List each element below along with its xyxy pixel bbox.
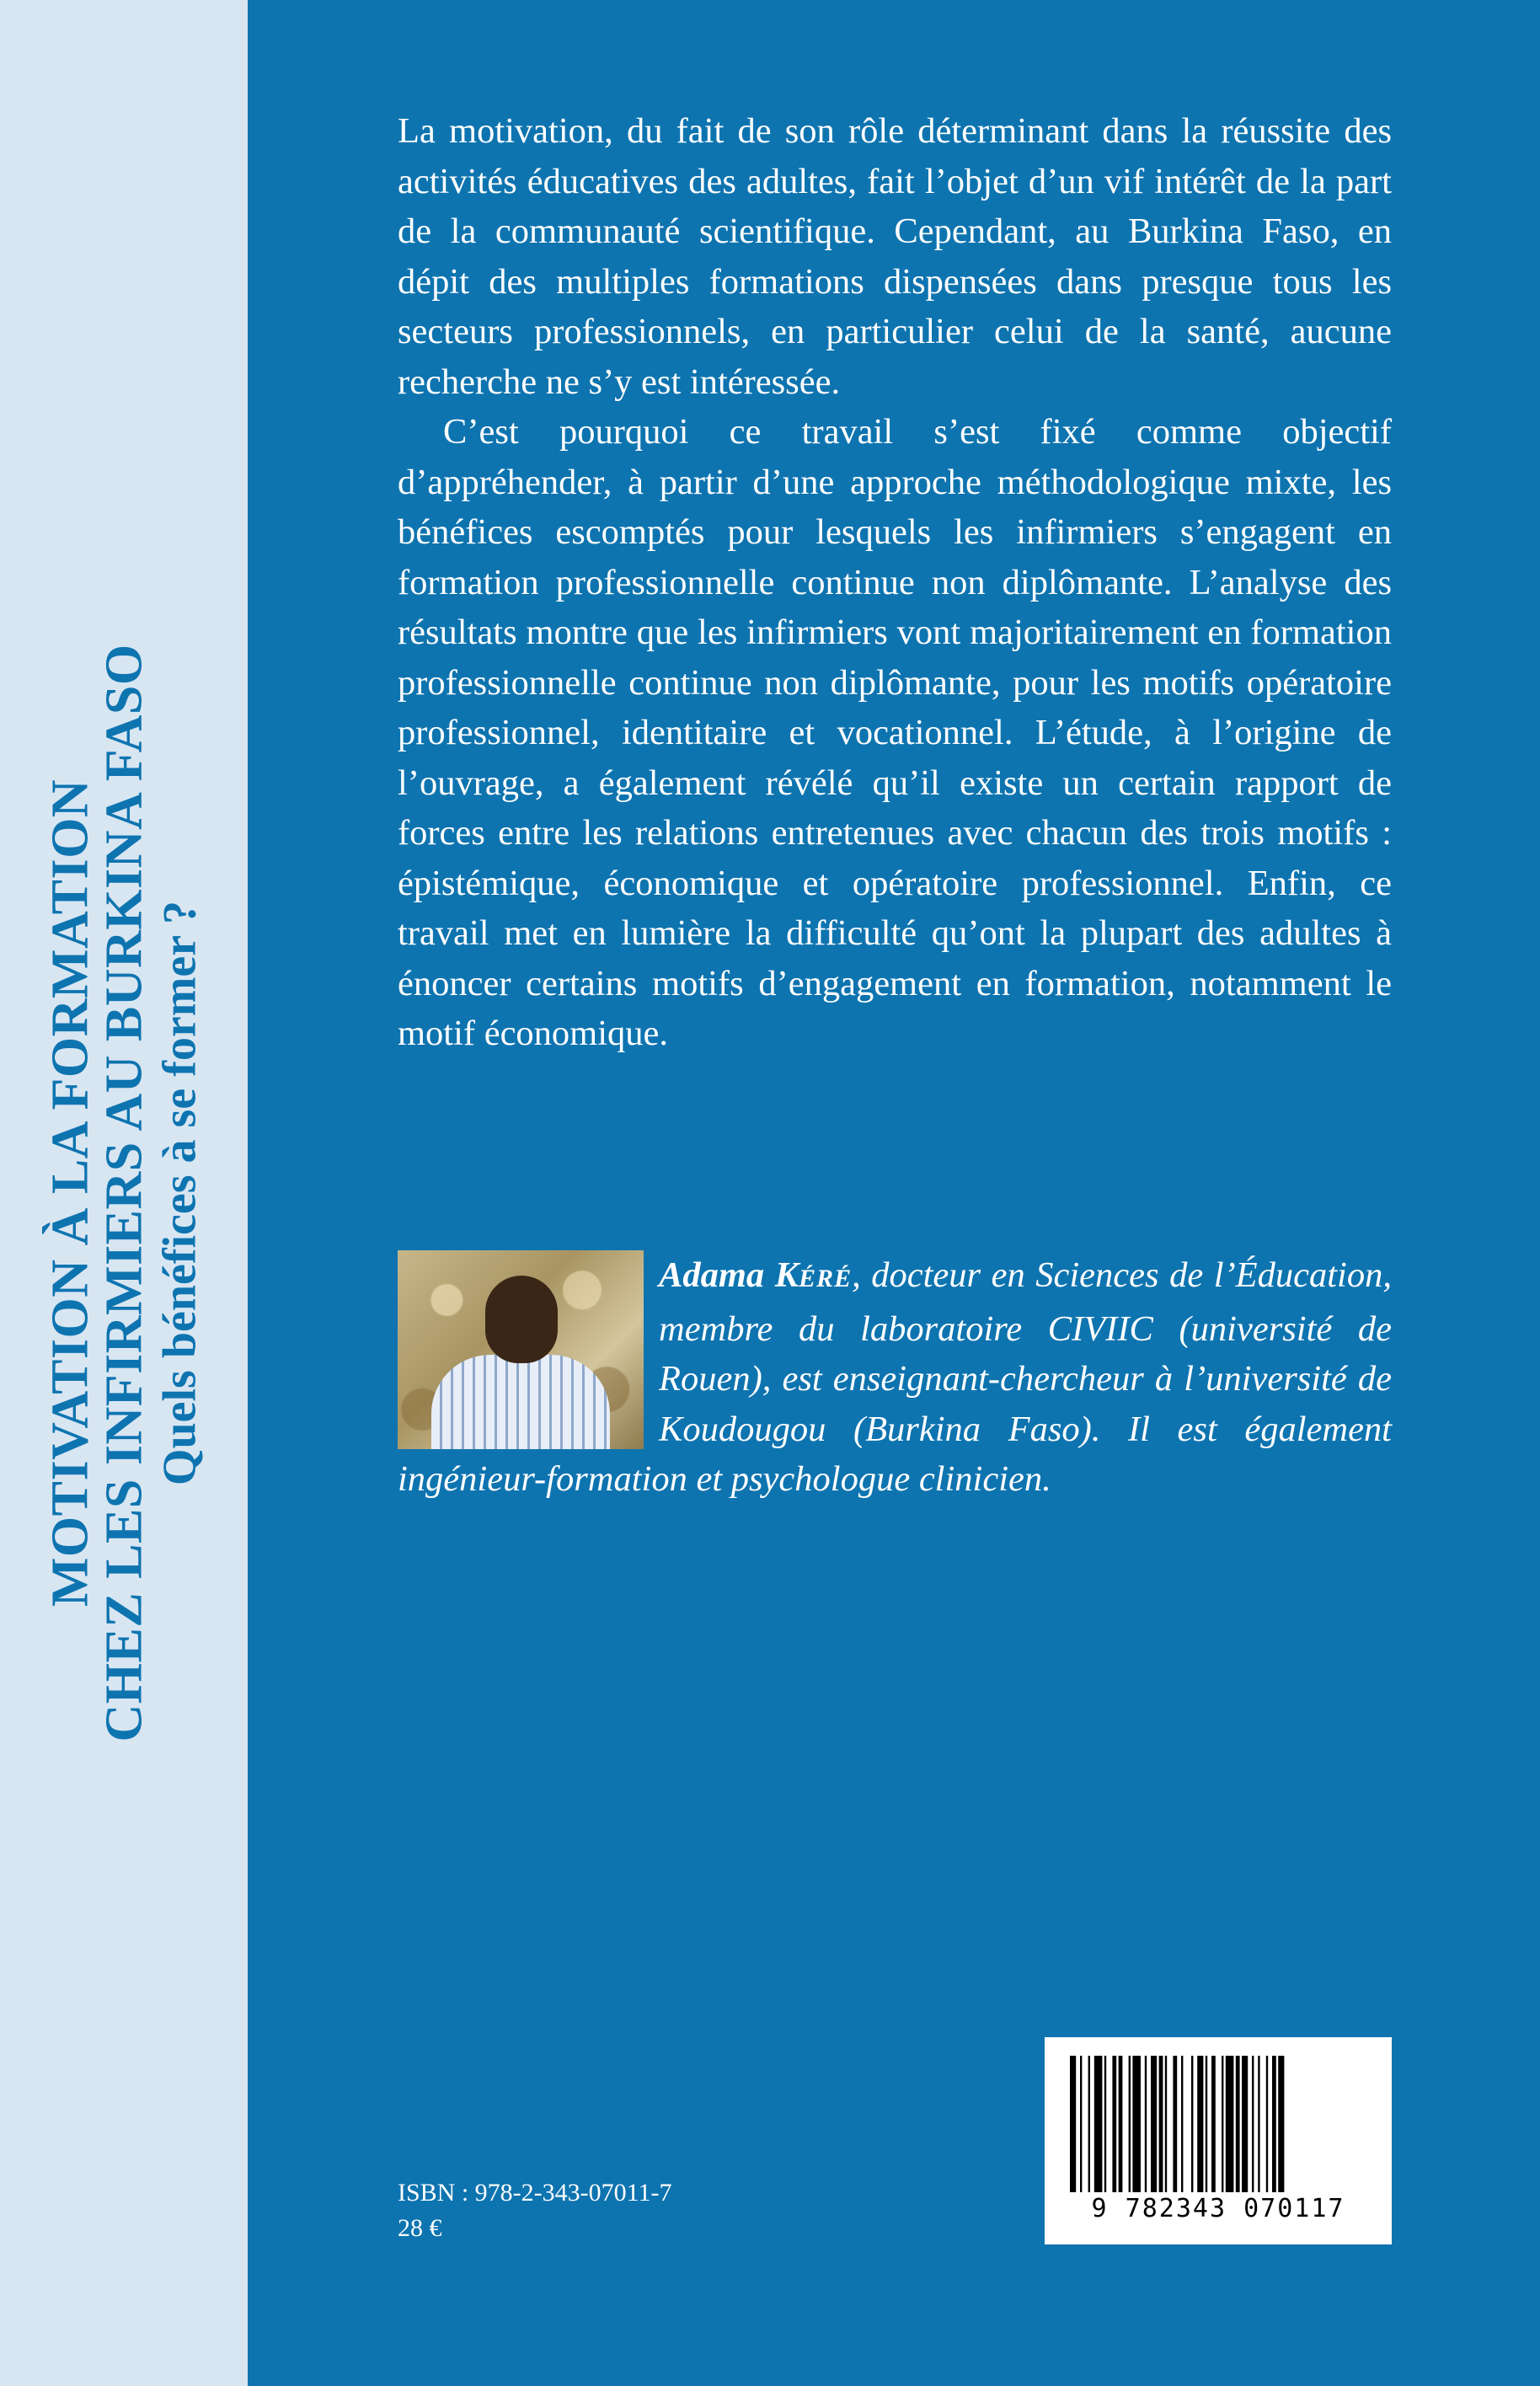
- barcode-bar: [1191, 2056, 1193, 2192]
- blurb-paragraph-1: La motivation, du fait de son rôle déterminant dans la réussite des activités éducatives des adultes, fait l’objet d’un vif intérêt de la part de la communauté scientifique. Cependant, au Burkina Faso, en dépit des multiples formations dispensées dans presque tous les secteurs professionnels, en particulier celui de la santé, aucune recherche ne s’y est intéressée.: [398, 111, 1392, 402]
- barcode-bar: [1181, 2056, 1183, 2192]
- barcode-bar: [1173, 2056, 1177, 2192]
- spine-title-line1: MOTIVATION À LA FORMATION: [41, 778, 99, 1608]
- barcode-bar: [1080, 2056, 1082, 2192]
- barcode-bar: [1211, 2056, 1216, 2192]
- isbn-block: [398, 2175, 672, 2246]
- barcode-bars: [1045, 2037, 1392, 2197]
- barcode-bar: [1236, 2056, 1240, 2192]
- barcode-bar: [1272, 2056, 1276, 2192]
- spine-title-line2: CHEZ LES INFIRMIERS AU BURKINA FASO: [95, 644, 153, 1742]
- barcode-bar: [1278, 2056, 1284, 2192]
- barcode-digits: 9 782343 070117: [1091, 2194, 1345, 2223]
- spine-panel: [0, 0, 248, 2386]
- barcode-bar: [1132, 2056, 1141, 2192]
- barcode-bar: [1159, 2056, 1163, 2192]
- spine-title: [43, 393, 204, 1993]
- price-text: 28 €: [398, 2214, 442, 2242]
- barcode-bar: [1197, 2056, 1203, 2192]
- barcode-bar: [1258, 2056, 1259, 2192]
- barcode-bar: [1088, 2056, 1090, 2192]
- barcode-bar: [1206, 2056, 1207, 2192]
- barcode-bar: [1266, 2056, 1268, 2192]
- barcode-bar: [1226, 2056, 1234, 2192]
- barcode-bar: [1094, 2056, 1103, 2192]
- author-bio: [398, 1250, 1392, 1505]
- barcode-bar: [1165, 2056, 1167, 2192]
- barcode-bar: [1222, 2056, 1223, 2192]
- barcode-bar: [1242, 2056, 1248, 2192]
- barcode-bar: [1129, 2056, 1131, 2192]
- author-name: Adama KÉRÉ: [659, 1255, 853, 1295]
- barcode-bar: [1252, 2056, 1254, 2192]
- barcode-bar: [1119, 2056, 1123, 2192]
- blurb-paragraph-2: C’est pourquoi ce travail s’est fixé comme objectif d’appréhender, à partir d’une approche méthodologique mixte, les bénéfices escomptés pour lesquels les infirmiers s’engagent en formation professionnelle continue non diplômante. L’analyse des résultats montre que les infirmiers vont majoritairement en formation professionnelle continue non diplômante, pour les motifs opératoire professionnel, identitaire et vocationnel. L’étude, à l’origine de l’ouvrage, a également révélé qu’il existe un certain rapport de forces entre les relations entretenues avec chacun des trois motifs : épistémique, économique et opératoire professionnel. Enfin, ce travail met en lumière la difficulté qu’ont la plupart des adultes à énoncer certains motifs d’engagement en formation, notamment le motif économique.: [398, 412, 1392, 1053]
- barcode: [1045, 2037, 1392, 2244]
- barcode-bar: [1151, 2056, 1157, 2192]
- isbn-text: ISBN : 978-2-343-07011-7: [398, 2179, 672, 2207]
- barcode-bar: [1112, 2056, 1116, 2192]
- barcode-bar: [1145, 2056, 1147, 2192]
- author-bio-text: , docteur en Sciences de l’Éducation, membre du laboratoire CIVIIC (université de Rouen), est enseignant-chercheur à l’université de Koudougou (Burkina Faso). Il est également ingénieur-formation et psychologue clinicien.: [398, 1255, 1392, 1499]
- barcode-bar: [1070, 2056, 1076, 2192]
- barcode-bar: [1104, 2056, 1106, 2192]
- spine-subtitle: Quels bénéfices à se former ?: [153, 900, 206, 1486]
- back-cover-blurb: [398, 106, 1392, 1059]
